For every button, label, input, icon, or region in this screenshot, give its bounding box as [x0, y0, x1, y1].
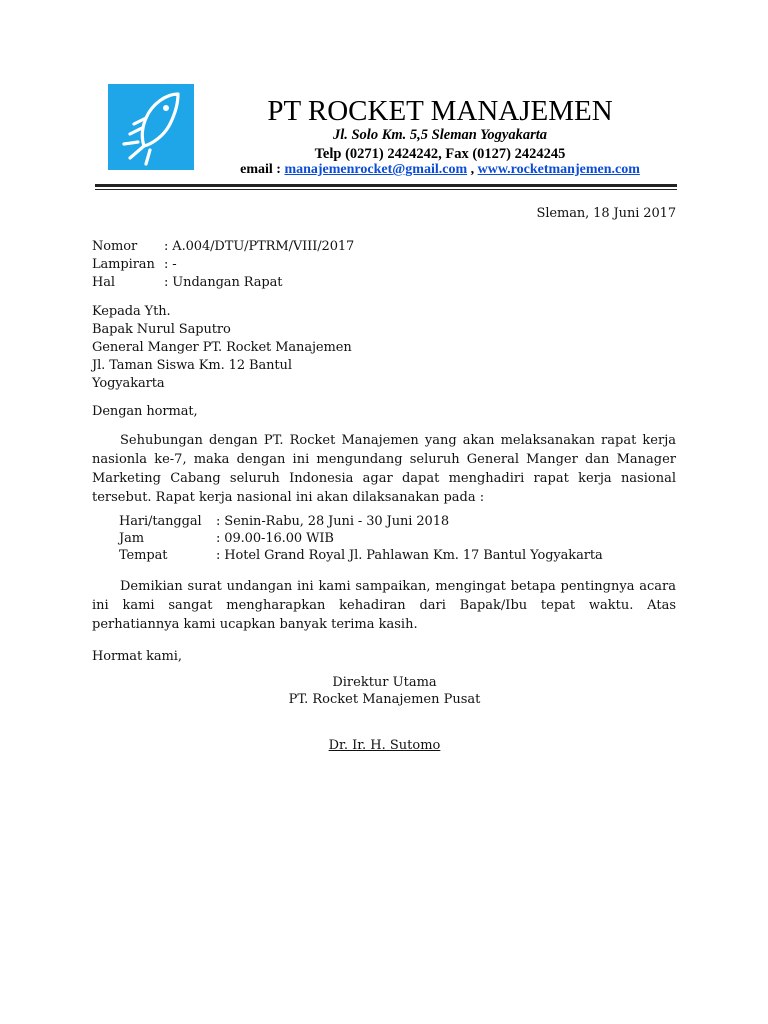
letterhead-rule-thin — [95, 189, 677, 190]
body-paragraph-2 — [92, 577, 676, 634]
letterhead-rule-thick — [95, 184, 677, 187]
recipient-line: Jl. Taman Siswa Km. 12 Bantul — [92, 358, 292, 373]
detail-label-date: Hari/tanggal — [119, 514, 202, 529]
company-address: Jl. Solo Km. 5,5 Sleman Yogyakarta — [332, 127, 548, 143]
company-logo — [108, 84, 194, 170]
closing: Hormat kami, — [92, 649, 182, 664]
meta-value-nomor: : A.004/DTU/PTRM/VIII/2017 — [164, 239, 355, 254]
signatory-name-block — [200, 737, 569, 755]
greeting: Dengan hormat, — [92, 404, 198, 419]
detail-value-place: : Hotel Grand Royal Jl. Pahlawan Km. 17 Bantul Yogyakarta — [216, 548, 603, 563]
signatory-organization: PT. Rocket Manajemen Pusat — [288, 692, 481, 707]
meta-value-hal: : Undangan Rapat — [164, 275, 283, 290]
meta-value-lampiran: : - — [164, 257, 177, 272]
recipient-line: Kepada Yth. — [92, 304, 171, 319]
recipient-line: Yogyakarta — [92, 376, 165, 391]
website-link[interactable]: www.rocketmanjemen.com — [477, 162, 640, 177]
body-paragraph-1 — [92, 431, 676, 507]
letter-date: Sleman, 18 Juni 2017 — [536, 206, 676, 221]
rocket-fish-logo-icon — [108, 84, 194, 170]
meta-label-lampiran: Lampiran — [92, 257, 155, 272]
meta-label-nomor: Nomor — [92, 239, 138, 254]
signatory-title: Direktur Utama — [332, 675, 437, 690]
email-link[interactable]: manajemenrocket@gmail.com — [284, 162, 468, 177]
email-label: email : — [240, 162, 285, 177]
detail-value-time: : 09.00-16.00 WIB — [216, 531, 334, 546]
meta-label-hal: Hal — [92, 275, 115, 290]
company-name: PT ROCKET MANAJEMEN — [267, 95, 613, 127]
signatory-name: Dr. Ir. H. Sutomo — [328, 738, 441, 753]
detail-value-date: : Senin-Rabu, 28 Juni - 30 Juni 2018 — [216, 514, 450, 529]
detail-label-place: Tempat — [119, 548, 168, 563]
contact-line — [190, 161, 690, 178]
detail-label-time: Jam — [119, 531, 144, 546]
recipient-line: General Manger PT. Rocket Manajemen — [92, 340, 352, 355]
contact-separator: , — [467, 162, 478, 177]
recipient-line: Bapak Nurul Saputro — [92, 322, 231, 337]
body-paragraph-2-text: Demikian surat undangan ini kami sampaikan, mengingat betapa pentingnya acara ini kami sangat mengharapkan kehadiran dari Bapak/Ibu tepat waktu. Atas perhatiannya kami ucapkan banyak terima kasih. — [92, 579, 676, 632]
body-paragraph-1-text: Sehubungan dengan PT. Rocket Manajemen yang akan melaksanakan rapat kerja nasionla ke-7, maka dengan ini mengundang seluruh General Manger dan Manager Marketing Cabang seluruh Indonesia agar dapat menghadiri rapat kerja nasional tersebut. Rapat kerja nasional ini akan dilaksanakan pada : — [92, 433, 676, 505]
company-phone: Telp (0271) 2424242, Fax (0127) 2424245 — [314, 146, 566, 162]
